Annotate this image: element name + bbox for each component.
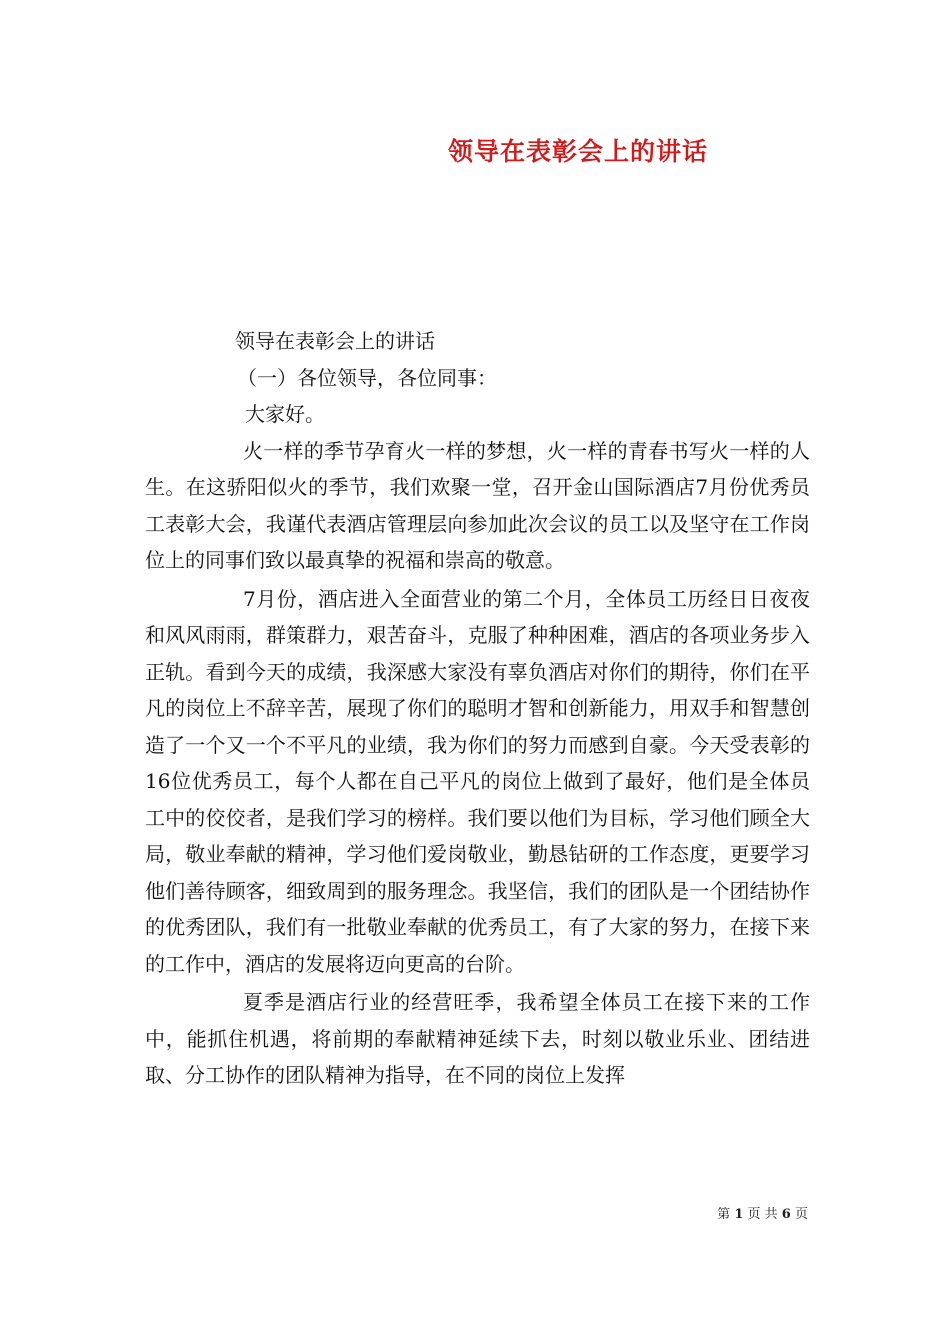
paragraph-3: 夏季是酒店行业的经营旺季，我希望全体员工在接下来的工作中，能抓住机遇，将前期的奉献精神延续下去，时刻以敬业乐业、团结进取、分工协作的团队精神为指导，在不同的岗位上发挥: [145, 990, 810, 1087]
page-suffix: 页: [794, 1207, 808, 1222]
document-subtitle: 领导在表彰会上的讲话: [235, 329, 435, 353]
current-page: 1: [734, 1207, 744, 1222]
page-middle: 页 共: [747, 1207, 778, 1222]
salutation: （一）各位领导，各位同事：: [237, 365, 497, 390]
paragraph-2: 7月份，酒店进入全面营业的第二个月，全体员工历经日日夜夜和风风雨雨，群策群力，艰苦奋斗，克服了种种困难，酒店的各项业务步入正轨。看到今天的成绩，我深感大家没有辜负酒店对你们的期待，你们在平凡的岗位上不辞辛苦，展现了你们的聪明才智和创新能力，用双手和智慧创造了一个又一个不平凡的业绩，我为你们的努力而感到自豪。今天受表彰的16位优秀员工，每个人都在自己平凡的岗位上做到了最好，他们是全体员工中的佼佼者，是我们学习的榜样。我们要以他们为目标，学习他们顾全大局，敬业奉献的精神，学习他们爱岗敬业，勤恳钻研的工作态度，更要学习他们善待顾客，细致周到的服务理念。我坚信，我们的团队是一个团结协作的优秀团队，我们有一批敬业奉献的优秀员工，有了大家的努力，在接下来的工作中，酒店的发展将迈向更高的台阶。: [145, 586, 810, 976]
page-prefix: 第: [717, 1207, 731, 1222]
document-body: [145, 323, 810, 1094]
page-number: [717, 1203, 808, 1222]
greeting: 大家好。: [245, 402, 325, 426]
paragraph-1: 火一样的季节孕育火一样的梦想，火一样的青春书写火一样的人生。在这骄阳似火的季节，我们欢聚一堂，召开金山国际酒店7月份优秀员工表彰大会，我谨代表酒店管理层向参加此次会议的员工以及坚守在工作岗位上的同事们致以最真挚的祝福和崇高的敬意。: [145, 438, 810, 572]
document-title: 领导在表彰会上的讲话: [447, 137, 708, 166]
total-pages: 6: [781, 1207, 791, 1222]
